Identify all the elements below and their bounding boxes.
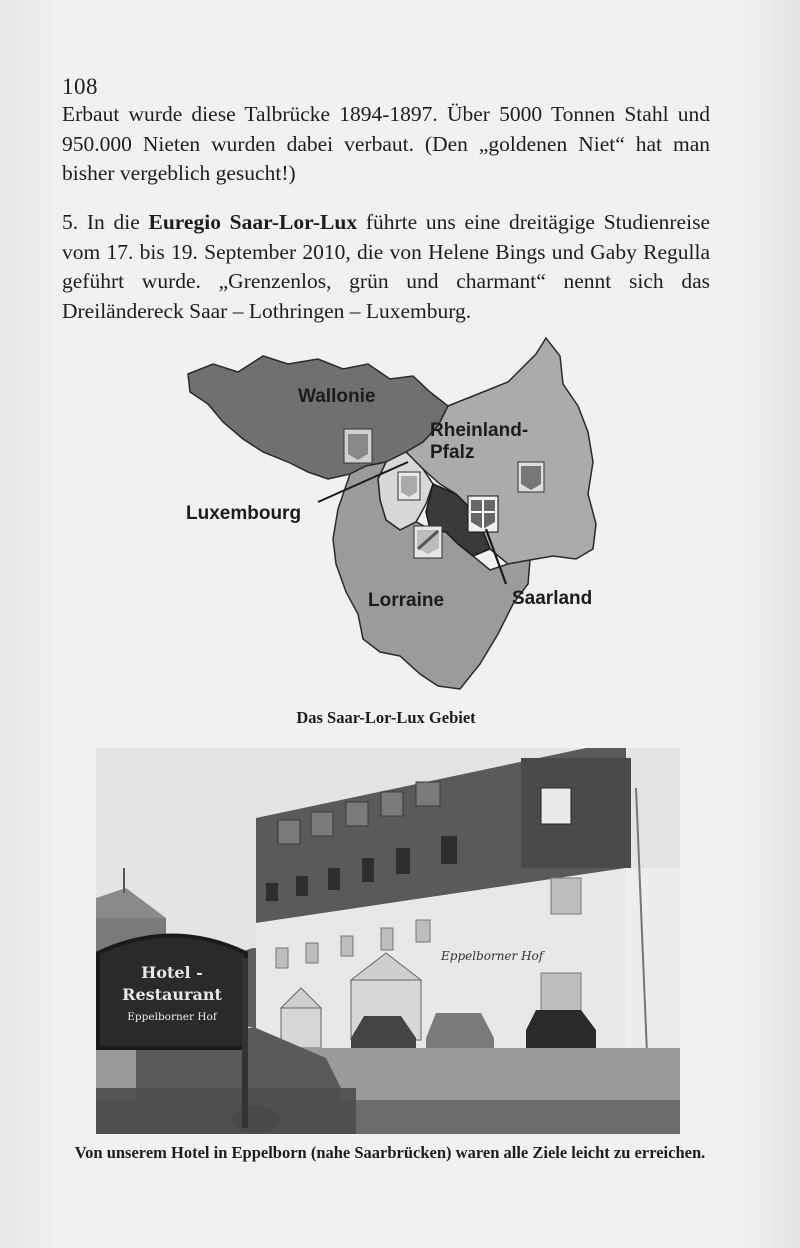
hotel-photo [96,748,680,1134]
paragraph-bridge: Erbaut wurde diese Talbrücke 1894-1897. Über 5000 Tonnen Stahl und 950.000 Nieten wurden dabei verbaut. (Den „goldenen Niet“ hat man bisher vergeblich gesucht!) [62,102,710,185]
lorraine-coat-of-arms [414,526,442,558]
label-saarland: Saarland [512,588,593,609]
label-rheinland-pfalz-1: Rheinland- [430,420,529,441]
saar-lor-lux-map [168,334,628,704]
photo-caption: Von unserem Hotel in Eppelborn (nahe Saarbrücken) waren alle Ziele leicht zu erreichen. [74,1143,706,1162]
paragraph-rest: führte uns eine dreitägige Studienreise vom 17. bis 19. September 2010, die von Helene Bings und Gaby Regulla geführt wurde. „Grenzenlos, grün und charmant“ nennt sich das Dreiländereck Saar – Lothringen – Luxemburg. [62,210,710,323]
facade-sign: Eppelborner Hof [441,949,544,963]
label-wallonie: Wallonie [298,386,376,407]
label-luxembourg: Luxembourg [186,503,302,524]
paragraph-euregio [62,208,710,326]
sign-line-name: Eppelborner Hof [127,1011,217,1023]
page-number: 108 [62,74,98,99]
sign-line-restaurant: Restaurant [122,985,222,1004]
luxembourg-coat-of-arms [398,472,420,500]
paragraph-lead: 5. In die [62,210,149,234]
rheinland-pfalz-coat-of-arms [518,462,544,492]
label-lorraine: Lorraine [368,590,445,611]
saarland-coat-of-arms [468,496,498,532]
wallonie-coat-of-arms [344,429,372,463]
sign-line-hotel: Hotel - [141,963,203,982]
euregio-name: Euregio Saar-Lor-Lux [148,210,358,234]
map-caption: Das Saar-Lor-Lux Gebiet [296,708,476,727]
label-rheinland-pfalz-2: Pfalz [430,442,475,463]
